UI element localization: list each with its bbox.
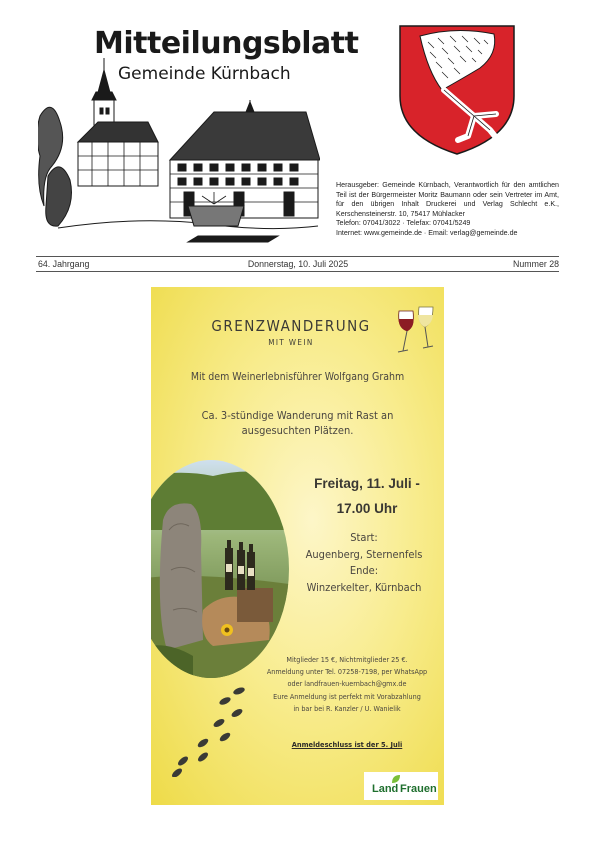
tour-line: ausgesuchten Plätzen. [241,424,354,437]
divider [36,271,559,272]
poster-subheadline: MIT WEIN [268,338,314,347]
time-line: 17.00 Uhr [336,501,398,516]
date-line: Freitag, 11. Juli - [314,476,420,491]
newspaper-title: Mitteilungsblatt [94,26,359,61]
divider [36,256,559,257]
municipality-name: Gemeinde Kürnbach [118,64,291,84]
wine-glasses-icon [395,305,437,363]
poster-headline: GRENZWANDERUNG [211,317,371,335]
event-poster [151,287,444,805]
footprints-icon [159,685,249,777]
info-line: Eure Anmeldung ist perfekt mit Vorabzahlung [273,691,421,701]
imprint-web: Internet: www.gemeinde.de · Email: verlag@gemeinde.de [336,228,518,237]
route-line: Start: [350,531,378,544]
poster-event-date [287,471,444,521]
logo-land-text: Land [372,783,399,795]
poster-guide-line: Mit dem Weinerlebnisführer Wolfgang Grahm [190,371,405,383]
issue-number: Nummer 28 [513,259,559,269]
route-line: Winzerkelter, Kürnbach [306,580,422,594]
vineyard-photo-image [151,460,289,678]
info-line: Mitglieder 15 €, Nichtmitglieder 25 €. [286,655,408,664]
route-line: Ende: [349,564,379,577]
issue-date: Donnerstag, 10. Juli 2025 [247,259,349,269]
info-line: Anmeldung unter Tel. 07258-7198, per WhatsApp [266,667,428,677]
poster-tour-description [151,408,444,438]
publisher-imprint [336,181,559,239]
poster-registration-info [247,654,444,715]
imprint-line: Herausgeber: Gemeinde Kürnbach, Verantwortlich für den amtlichen Teil ist der Bürgermeister Moritz Baumann oder sein Vertreter im Amt, für den übrigen Inhalt Druckerei und Verlag Schlecht e.K., Kerschensteinerstr. 10, 75417 Mühlacker [336,181,559,218]
logo-frauen-text: Frauen [400,783,437,795]
info-line: oder landfrauen-kuernbach@gmx.de [287,679,407,689]
route-line: Augenberg, Sternenfels [305,547,423,561]
info-line: in bar bei R. Kanzler / U. Wanielik [293,703,401,713]
imprint-phone: Telefon: 07041/3022 · Telefax: 07041/5249 [336,219,471,228]
village-sketch-illustration [38,56,320,244]
issue-volume: 64. Jahrgang [38,259,90,269]
tour-line: Ca. 3-stündige Wanderung mit Rast an [201,409,394,422]
municipal-coat-of-arms-icon [398,24,516,156]
landfrauen-logo [364,772,438,800]
poster-route [299,530,429,596]
poster-registration-deadline: Anmeldeschluss ist der 5. Juli [291,740,403,749]
